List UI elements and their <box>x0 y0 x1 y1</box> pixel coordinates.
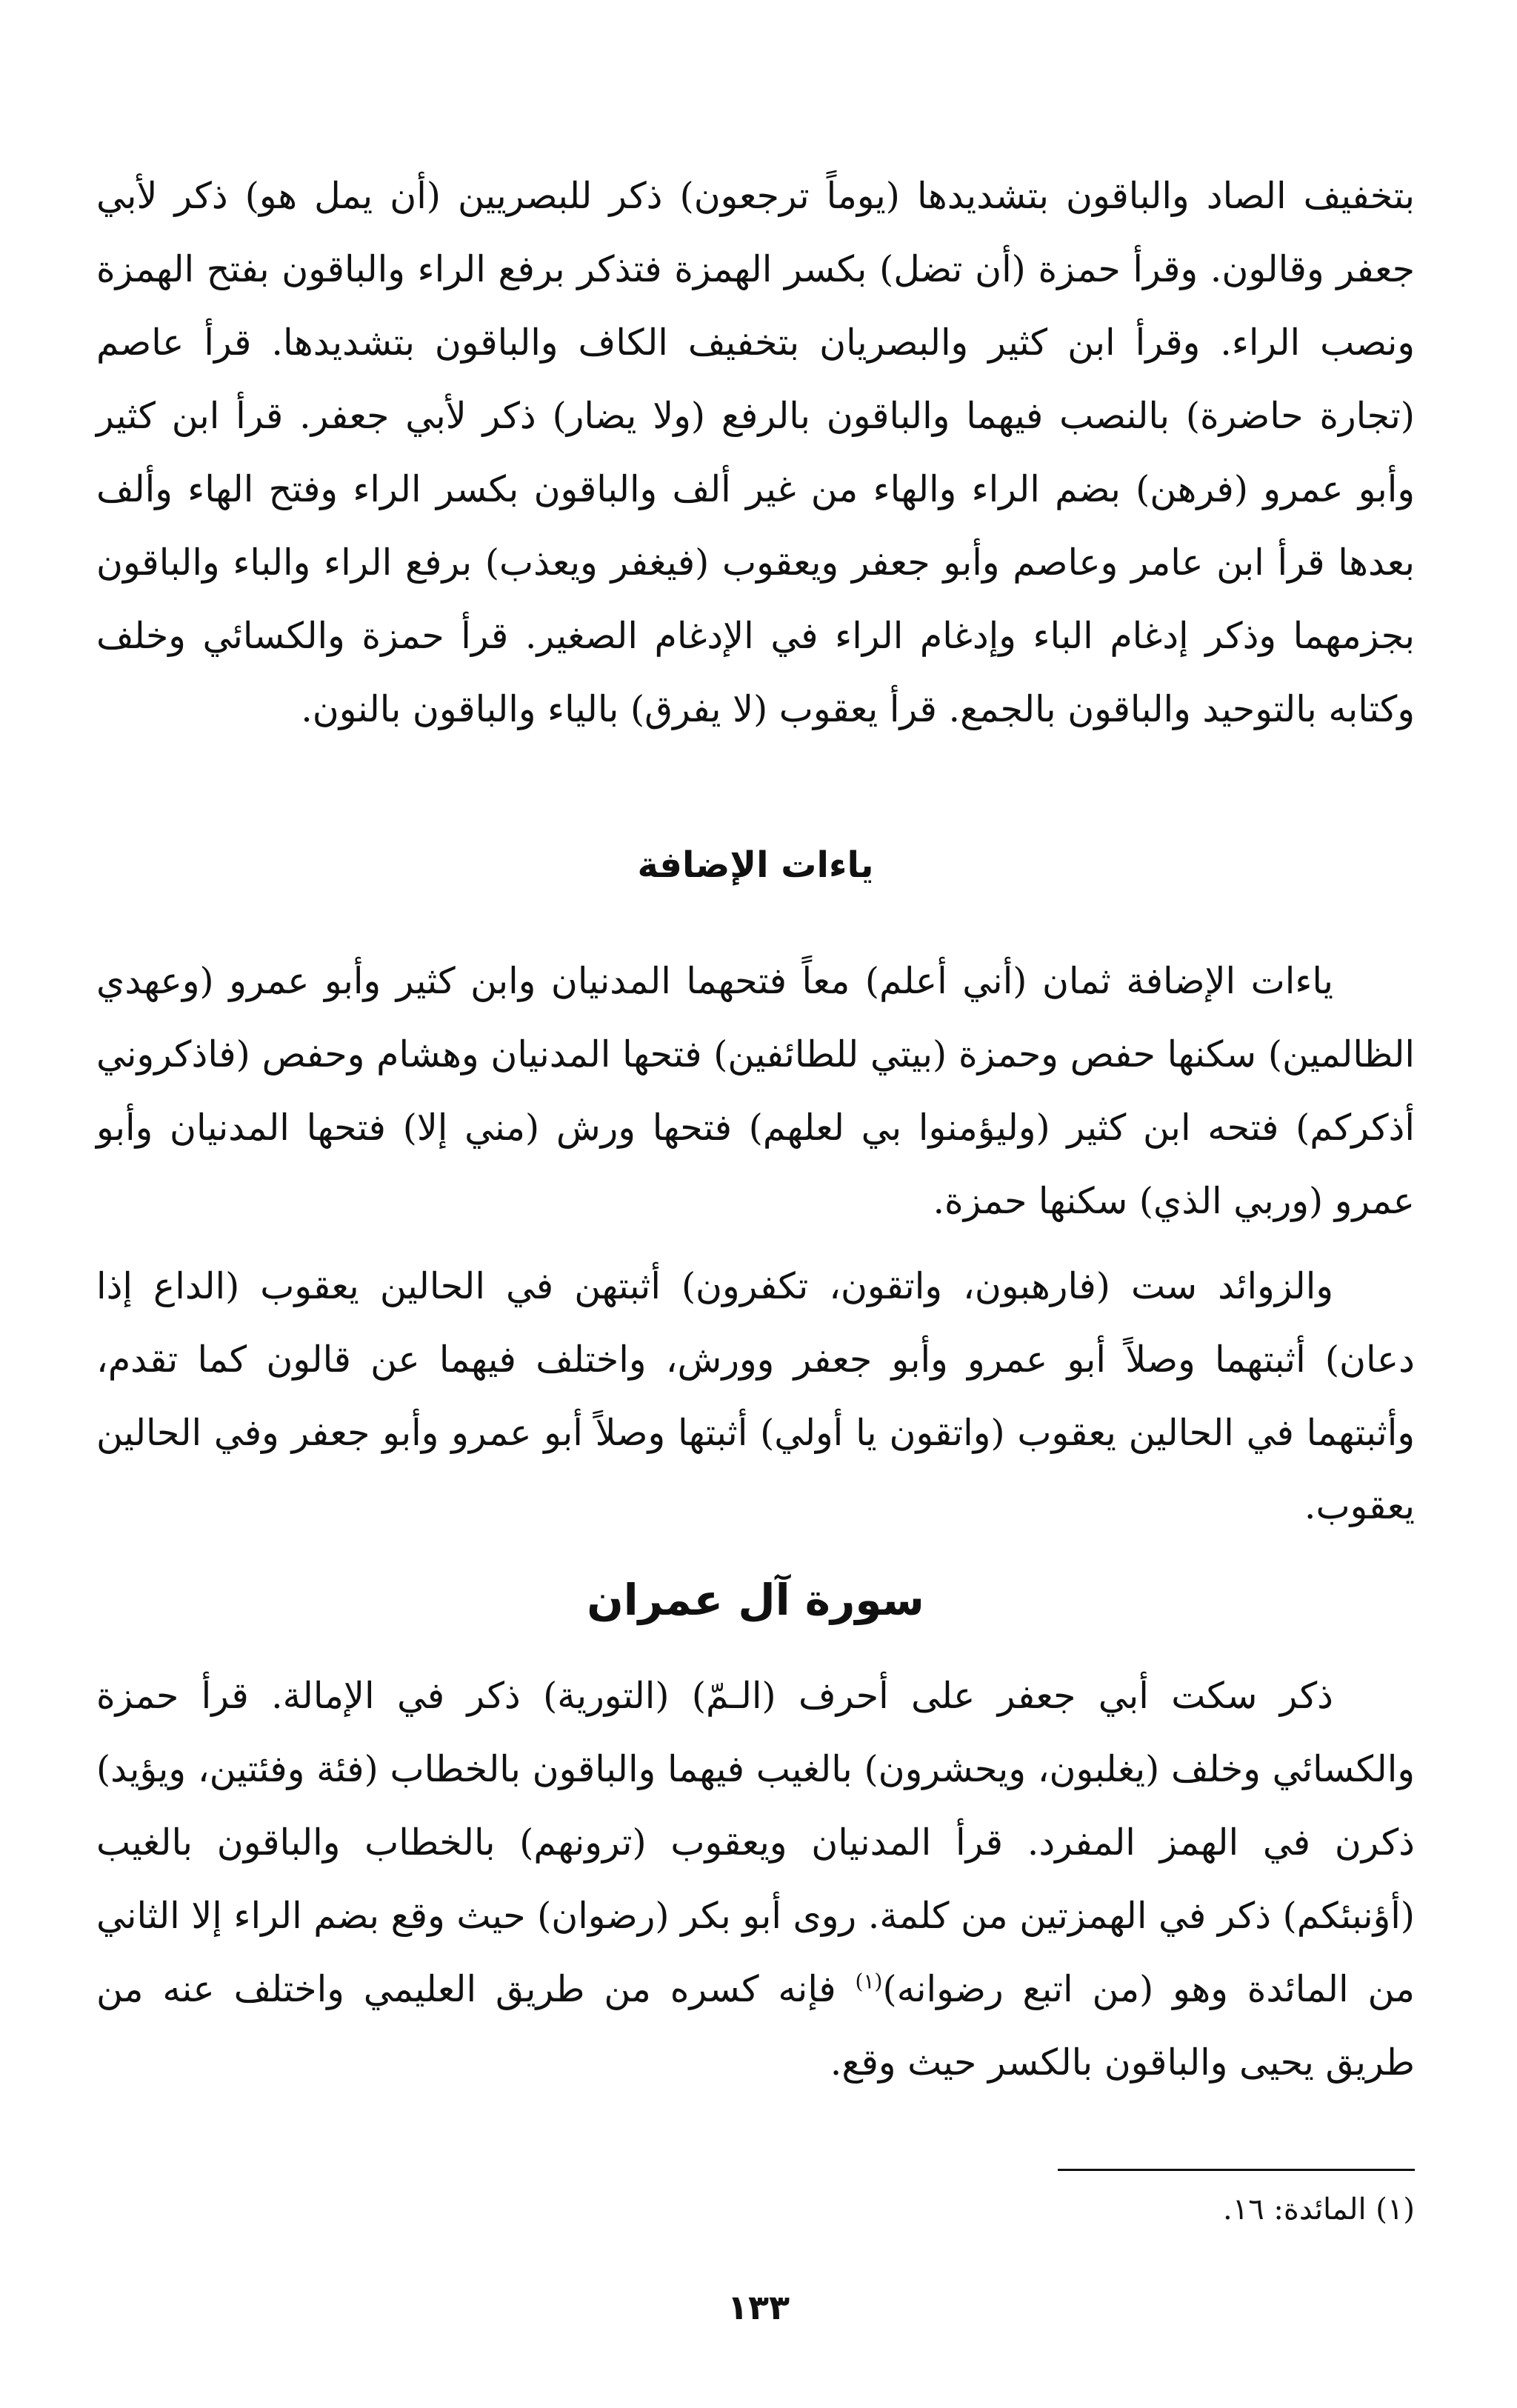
paragraph-3-text: والزوائد ست (فارهبون، واتقون، تكفرون) أثبتهن في الحالين يعقوب (الداع إذا دعان) أثبتهما وصلاً أبو عمرو وأبو جعفر وورش، واختلف فيهما عن قالون كما تقدم، وأثبتهما في الحالين يعقوب (واتقون يا أولي) أثبتها وصلاً أبو عمرو وأبو جعفر وفي الحالين يعقوب. <box>96 1265 1415 1527</box>
paragraph-2-text: ياءات الإضافة ثمان (أني أعلم) معاً فتحهما المدنيان وابن كثير وأبو عمرو (وعهدي الظالمين) سكنها حفص وحمزة (بيتي للطائفين) فتحها المدنيان وهشام وحفص (فاذكروني أذكركم) فتحه ابن كثير (وليؤمنوا بي لعلهم) فتحها ورش (مني إلا) فتحها المدنيان وأبو عمرو (وربي الذي) سكنها حمزة. <box>96 960 1415 1222</box>
page-number: ١٣٣ <box>727 2287 790 2327</box>
section-heading-yaat-al-idafa: ياءات الإضافة <box>637 844 874 886</box>
paragraph-4-part-2: فإنه كسره من طريق العليمي واختلف عنه من طريق يحيى والباقون بالكسر حيث وقع. <box>96 1968 1415 2084</box>
paragraph-4-text <box>96 1659 1415 2099</box>
paragraph-4 <box>96 1659 1415 2099</box>
paragraph-1 <box>96 159 1415 746</box>
footnote: (١) المائدة: ١٦. <box>1223 2192 1415 2227</box>
paragraph-3 <box>96 1250 1415 1543</box>
paragraph-1-text: بتخفيف الصاد والباقون بتشديدها (يوماً ترجعون) ذكر للبصريين (أن يمل هو) ذكر لأبي جعفر وقالون. وقرأ حمزة (أن تضل) بكسر الهمزة فتذكر برفع الراء والباقون بفتح الهمزة ونصب الراء. وقرأ ابن كثير والبصريان بتخفيف الكاف والباقون بتشديدها. قرأ عاصم (تجارة حاضرة) بالنصب فيهما والباقون بالرفع (ولا يضار) ذكر لأبي جعفر. قرأ ابن كثير وأبو عمرو (فرهن) بضم الراء والهاء من غير ألف والباقون بكسر الراء وفتح الهاء وألف بعدها قرأ ابن عامر وعاصم وأبو جعفر ويعقوب (فيغفر ويعذب) برفع الراء والباء والباقون بجزمهما وذكر إدغام الباء وإدغام الراء في الإدغام الصغير. قرأ حمزة والكسائي وخلف وكتابه بالتوحيد والباقون بالجمع. قرأ يعقوب (لا يفرق) بالياء والباقون بالنون. <box>96 175 1415 730</box>
surah-heading: سورة آل عمران <box>587 1575 924 1625</box>
footnote-reference: (١) <box>855 1969 883 1994</box>
paragraph-4-part-1: ذكر سكت أبي جعفر على أحرف (الـمّ) (التورية) ذكر في الإمالة. قرأ حمزة والكسائي وخلف (يغلبون، ويحشرون) بالغيب فيهما والباقون بالخطاب (فئة وفئتين، ويؤيد) ذكرن في الهمز المفرد. قرأ المدنيان ويعقوب (ترونهم) بالخطاب والباقون بالغيب (أؤنبئكم) ذكر في الهمزتين من كلمة. روى أبو بكر (رضوان) حيث وقع بضم الراء إلا الثاني من المائدة وهو (من اتبع رضوانه) <box>96 1675 1416 2010</box>
paragraph-2 <box>96 944 1415 1238</box>
footnote-divider <box>1058 2169 1415 2171</box>
